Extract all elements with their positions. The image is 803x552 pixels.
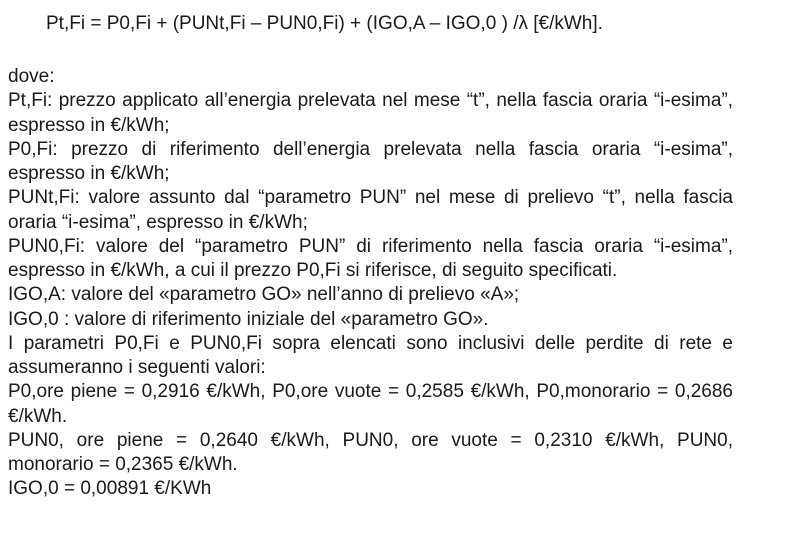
document-body: [8, 65, 733, 502]
values-pun0: PUN0, ore piene = 0,2640 €/kWh, PUN0, ore vuote = 0,2310 €/kWh, PUN0, monorario = 0,2365 €/kWh.: [8, 429, 733, 475]
definition-igo-0: IGO,0 : valore di riferimento iniziale del «parametro GO».: [8, 308, 489, 330]
definition-punt-fi: PUNt,Fi: valore assunto dal “parametro PUN” nel mese di prelievo “t”, nella fascia oraria “i-esima”, espresso in €/kWh;: [8, 187, 733, 233]
definition-pun0-fi: PUN0,Fi: valore del “parametro PUN” di riferimento nella fascia oraria “i-esima”, espresso in €/kWh, a cui il prezzo P0,Fi si riferisce, di seguito specificati.: [8, 235, 733, 281]
definition-p0-fi: P0,Fi: prezzo di riferimento dell’energia prelevata nella fascia oraria “i-esima”, espresso in €/kWh;: [8, 138, 733, 184]
definition-igo-a: IGO,A: valore del «parametro GO» nell’anno di prelievo «A»;: [8, 284, 520, 306]
values-igo0: IGO,0 = 0,00891 €/KWh: [8, 478, 212, 500]
intro-text: dove:: [8, 66, 55, 87]
parameters-note: I parametri P0,Fi e PUN0,Fi sopra elencati sono inclusivi delle perdite di rete e assumeranno i seguenti valori:: [8, 332, 733, 378]
definition-pt-fi: Pt,Fi: prezzo applicato all’energia prelevata nel mese “t”, nella fascia oraria “i-esima”, espresso in €/kWh;: [8, 90, 733, 136]
values-p0: P0,ore piene = 0,2916 €/kWh, P0,ore vuote = 0,2585 €/kWh, P0,monorario = 0,2686 €/kWh.: [8, 381, 733, 427]
price-formula: Pt,Fi = P0,Fi + (PUNt,Fi – PUN0,Fi) + (IGO,A – IGO,0 ) /λ [€/kWh].: [46, 13, 603, 34]
